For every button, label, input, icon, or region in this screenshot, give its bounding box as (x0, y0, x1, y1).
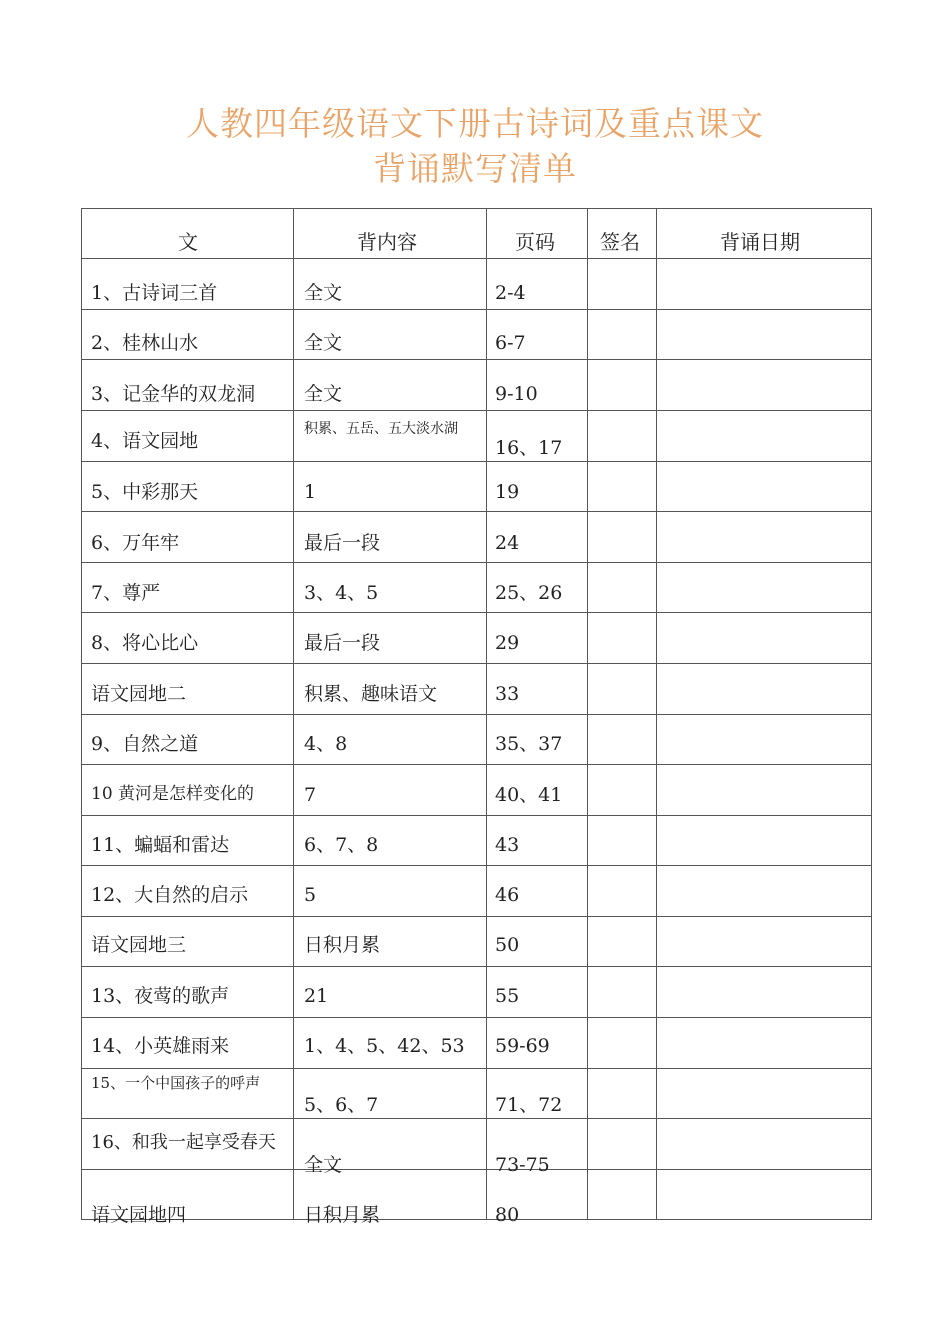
pages-cell: 29 (495, 632, 520, 654)
row-divider (81, 359, 872, 360)
header-content: 背内容 (357, 230, 417, 254)
row-divider (81, 461, 872, 462)
lesson-cell: 3、记金华的双龙洞 (91, 383, 256, 405)
content-cell: 5、6、7 (304, 1094, 379, 1116)
content-cell: 1 (304, 481, 317, 503)
lesson-cell: 4、语文园地 (91, 430, 199, 452)
content-cell: 21 (304, 985, 329, 1007)
pages-cell: 40、41 (495, 784, 563, 806)
pages-cell: 25、26 (495, 582, 563, 604)
row-divider (81, 309, 872, 310)
content-cell: 1、4、5、42、53 (304, 1035, 465, 1057)
pages-cell: 19 (495, 481, 520, 503)
pages-cell: 55 (495, 985, 520, 1007)
pages-cell: 80 (495, 1204, 520, 1226)
row-divider (81, 1017, 872, 1018)
lesson-cell: 7、尊严 (91, 582, 161, 604)
lesson-cell: 16、和我一起享受春天 (91, 1132, 276, 1153)
content-cell: 全文 (304, 332, 343, 354)
lesson-cell: 12、大自然的启示 (91, 884, 249, 906)
row-divider (81, 764, 872, 765)
pages-cell: 2-4 (495, 282, 526, 304)
content-cell: 5 (304, 884, 317, 906)
header-date: 背诵日期 (720, 230, 800, 254)
row-divider (81, 865, 872, 866)
content-cell: 6、7、8 (304, 834, 379, 856)
document-subtitle: 背诵默写清单 (373, 149, 577, 188)
row-divider (81, 1068, 872, 1069)
header-lesson: 文 (178, 230, 198, 254)
content-cell: 日积月累 (304, 1204, 381, 1226)
pages-cell: 16、17 (495, 437, 563, 459)
lesson-cell: 5、中彩那天 (91, 481, 199, 503)
lesson-cell: 13、夜莺的歌声 (91, 985, 230, 1007)
pages-cell: 59-69 (495, 1035, 550, 1057)
row-divider (81, 714, 872, 715)
lesson-cell: 14、小英雄雨来 (91, 1035, 230, 1057)
row-divider (81, 410, 872, 411)
lesson-cell: 6、万年牢 (91, 532, 180, 554)
pages-cell: 35、37 (495, 733, 563, 755)
content-cell: 最后一段 (304, 632, 381, 654)
lesson-cell: 2、桂林山水 (91, 332, 199, 354)
row-divider (81, 815, 872, 816)
pages-cell: 9-10 (495, 383, 538, 405)
pages-cell: 33 (495, 683, 520, 705)
pages-cell: 24 (495, 532, 520, 554)
header-signature: 签名 (600, 230, 640, 254)
row-divider (81, 663, 872, 664)
row-divider (81, 612, 872, 613)
lesson-cell: 语文园地二 (91, 683, 187, 705)
row-divider (81, 1118, 872, 1119)
lesson-cell: 1、古诗词三首 (91, 282, 218, 304)
lesson-cell: 语文园地三 (91, 934, 187, 956)
header-pages: 页码 (515, 230, 555, 254)
row-divider (81, 258, 872, 259)
pages-cell: 71、72 (495, 1094, 563, 1116)
pages-cell: 73-75 (495, 1154, 550, 1176)
content-cell: 3、4、5 (304, 582, 379, 604)
content-cell: 全文 (304, 1154, 343, 1176)
content-cell: 积累、五岳、五大淡水湖 (304, 421, 458, 437)
content-cell: 全文 (304, 282, 343, 304)
pages-cell: 50 (495, 934, 520, 956)
content-cell: 日积月累 (304, 934, 381, 956)
row-divider (81, 1169, 872, 1170)
lesson-cell: 10 黄河是怎样变化的 (91, 784, 255, 804)
content-cell: 7 (304, 784, 317, 806)
lesson-cell: 语文园地四 (91, 1204, 187, 1226)
content-cell: 积累、趣味语文 (304, 683, 438, 705)
pages-cell: 6-7 (495, 332, 526, 354)
content-cell: 全文 (304, 383, 343, 405)
pages-cell: 43 (495, 834, 520, 856)
pages-cell: 46 (495, 884, 520, 906)
lesson-cell: 8、将心比心 (91, 632, 199, 654)
lesson-cell: 15、一个中国孩子的呼声 (91, 1074, 261, 1092)
content-cell: 最后一段 (304, 532, 381, 554)
lesson-cell: 9、自然之道 (91, 733, 199, 755)
row-divider (81, 511, 872, 512)
content-cell: 4、8 (304, 733, 348, 755)
document-title: 人教四年级语文下册古诗词及重点课文 (186, 104, 764, 143)
lesson-cell: 11、蝙蝠和雷达 (91, 834, 230, 856)
row-divider (81, 916, 872, 917)
row-divider (81, 966, 872, 967)
row-divider (81, 562, 872, 563)
